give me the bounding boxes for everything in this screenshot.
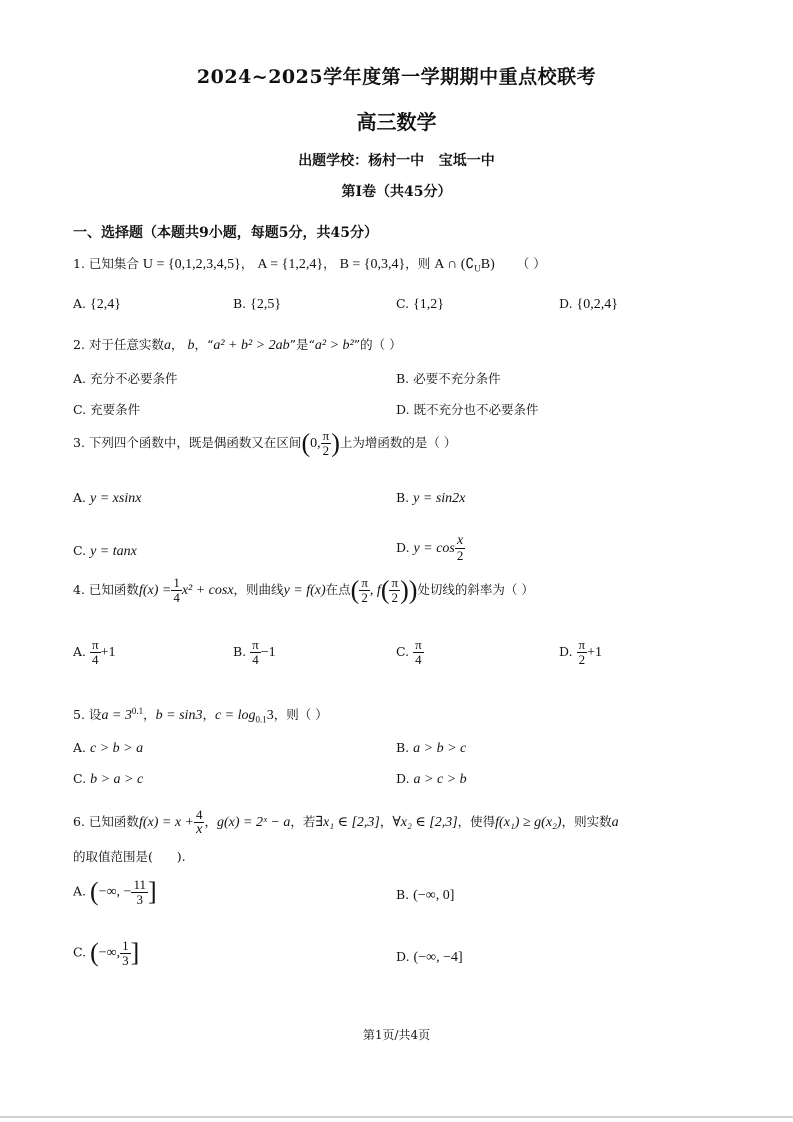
q4-option-b[interactable]: B. $\frac{\pi}{4}$ −1 bbox=[233, 637, 276, 667]
q2-option-a[interactable]: A. 充分不必要条件 bbox=[73, 371, 178, 386]
q2-option-c[interactable]: C. 充要条件 bbox=[73, 402, 141, 417]
q2-option-d[interactable]: D. 既不充分也不必要条件 bbox=[396, 402, 539, 417]
q4-option-a[interactable]: A. $\frac{\pi}{4}$ +1 bbox=[73, 637, 116, 667]
subject-title: 高三数学 bbox=[356, 110, 437, 134]
q5-option-b[interactable]: B. a > b > c bbox=[396, 740, 467, 756]
page-bottom-divider bbox=[0, 1116, 793, 1118]
q4-option-d[interactable]: D. $\frac{\pi}{2}$ +1 bbox=[559, 637, 603, 667]
section-title: 一、选择题（本题共9小题，每题5分，共45分） bbox=[73, 225, 378, 241]
q3-option-c[interactable]: C. y = tanx bbox=[73, 543, 137, 559]
q3-option-b[interactable]: B. y = sin2x bbox=[396, 490, 466, 506]
q3-option-d[interactable]: D. y = cos $\frac{x}{2}$ bbox=[396, 533, 464, 563]
question-5: 5. 设$a = 3^{0.1}$，b = sin3，$c = \log_{0.1}3$，则（ ） bbox=[73, 706, 328, 725]
q5-option-a[interactable]: A. c > b > a bbox=[73, 740, 144, 756]
q6-option-b[interactable]: B. (−∞, 0] bbox=[396, 887, 455, 903]
q6-option-a[interactable]: A. (−∞, − $\frac{11}{3}$ ] bbox=[73, 876, 157, 907]
question-6: 6. 已知函数f(x) = x + $\frac{4}{x}$ ，g(x) = 2ˣ − a，若∃x₁ ∈ [2,3]，∀x₂ ∈ [2,3]，使得f(x₁) ≥ g(x₂)，则实数a bbox=[73, 807, 619, 837]
page-number: 第1页/共4页 bbox=[362, 1028, 431, 1042]
q6-option-c[interactable]: C. (−∞, $\frac{1}{3}$ ] bbox=[73, 937, 140, 968]
question-1: 1. 已知集合 U = {0,1,2,3,4,5}， A = {1,2,4}， B = {0,3,4}，则 A ∩ $(∁_UB)$ （ ） bbox=[73, 256, 546, 274]
q5-option-c[interactable]: C. b > a > c bbox=[73, 771, 144, 787]
q6-option-d[interactable]: D. (−∞, −4] bbox=[396, 949, 463, 965]
q3-option-a[interactable]: A. y = xsinx bbox=[73, 490, 142, 506]
question-2: 2. 对于任意实数a， b，“a² + b² > 2ab”是“a² > b²”的（ ） bbox=[73, 337, 402, 353]
q4-option-c[interactable]: C. $\frac{\pi}{4}$ bbox=[396, 637, 422, 667]
schools-line: 出题学校：杨村一中 宝坻一中 bbox=[298, 153, 495, 169]
q1-option-a[interactable]: A. {2,4} bbox=[73, 296, 121, 312]
volume-line: 第Ⅰ卷（共45分） bbox=[341, 184, 452, 200]
q1-option-c[interactable]: C. {1,2} bbox=[396, 296, 445, 312]
q1-option-d[interactable]: D. {0,2,4} bbox=[559, 296, 618, 312]
q2-option-b[interactable]: B. 必要不充分条件 bbox=[396, 371, 501, 386]
question-4: 4. 已知函数f(x) = $\frac{1}{4}$ x² + cosx，则曲线y = f(x)在点( $\frac{\pi}{2}$ , f( $\frac{\pi}{2}$ ))处切线的斜率为（ ） bbox=[73, 575, 534, 605]
question-3: 3. 下列四个函数中，既是偶函数又在区间(0, $\frac{\pi}{2}$ )上为增函数的是（ ） bbox=[73, 428, 457, 458]
exam-title: 2024~2025学年度第一学期期中重点校联考 bbox=[196, 66, 597, 88]
q5-option-d[interactable]: D. a > c > b bbox=[396, 771, 467, 787]
question-6-line-2: 的取值范围是( ). bbox=[73, 849, 186, 864]
q1-option-b[interactable]: B. {2,5} bbox=[233, 296, 282, 312]
